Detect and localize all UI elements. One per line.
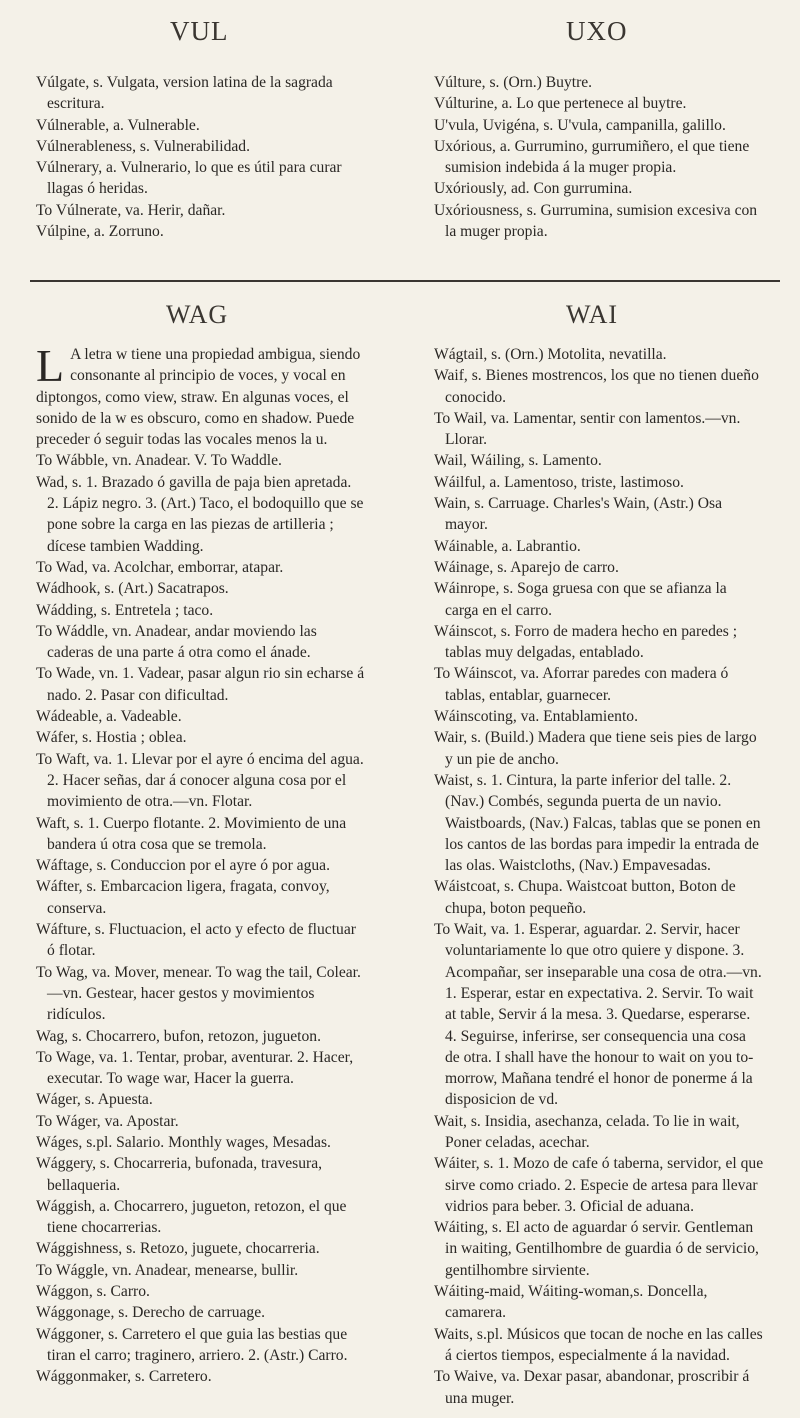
running-head-right: UXO — [566, 16, 628, 46]
entry-headword: Wáistcoat, — [434, 878, 501, 896]
dictionary-entry — [36, 221, 366, 242]
entry-definition: s. Vulnerabilidad. — [136, 137, 251, 155]
entry-definition: s. Doncella, camarera. — [445, 1283, 708, 1322]
dictionary-entry — [434, 557, 764, 578]
entry-definition: s. Soga gruesa con que se afianza la carga en el carro. — [445, 580, 727, 619]
entry-definition: s. 1. Cuerpo flotante. 2. Movimiento de una bandera ú otra cosa que se tremola. — [47, 814, 347, 853]
entry-definition: s. Lamento. — [524, 452, 602, 470]
entry-definition: ad. Con gurrumina. — [507, 180, 633, 198]
dictionary-entry — [36, 962, 366, 1026]
entry-definition: a. Vadeable. — [102, 708, 182, 726]
entry-headword: Uxóriousness, — [434, 201, 523, 219]
entry-headword: Wail, Wáiling, — [434, 452, 525, 470]
dictionary-entry — [36, 706, 366, 727]
entry-headword: Uxóriously, — [434, 180, 508, 198]
entry-headword: Wággoner, — [36, 1325, 105, 1343]
dictionary-entry — [36, 472, 366, 557]
entry-headword: Wággonage, — [36, 1304, 115, 1322]
dictionary-entry — [36, 876, 366, 919]
entry-definition: a. Zorruno. — [90, 223, 164, 241]
dictionary-entry — [36, 1089, 366, 1110]
entry-headword: Wáinable, — [434, 537, 498, 555]
entry-definition: s. Retozo, juguete, chocarreria. — [122, 1240, 320, 1258]
dictionary-entry — [434, 1366, 764, 1409]
entry-definition: vn. Anadear, andar moviendo las caderas de una parte á otra como el ánade. — [47, 622, 317, 662]
entry-definition: s. Chocarreria, bufonada, travesura, bellaqueria. — [47, 1155, 323, 1194]
dictionary-entry — [434, 200, 764, 243]
entry-headword: U'vula, Uvigéna, — [434, 116, 540, 134]
entry-headword: To Wággle, — [36, 1261, 109, 1279]
entry-definition: s. 1. Brazado ó gavilla de paja bien apretada. 2. Lápiz negro. 3. (Art.) Taco, el bodoquillo que se pone sobre la carga en las piezas de artilleria ; dícese tambien Wadding. — [47, 473, 364, 555]
entry-definition: s. 1. Mozo de cafe ó taberna, servidor, el que sirve como criado. 2. Especie de artesa para llevar vidrios para beber. 3. Oficial de aduana. — [445, 1155, 764, 1215]
dictionary-entry — [36, 1132, 366, 1153]
entry-headword: To Waft, — [36, 750, 90, 768]
entry-headword: To Vúlnerate, — [36, 201, 122, 219]
entry-definition: va. Herir, dañar. — [121, 201, 226, 219]
entry-headword: Wáiting-maid, Wáiting-woman, — [434, 1283, 634, 1301]
dictionary-entry — [434, 1324, 764, 1367]
dictionary-entry — [36, 450, 366, 471]
entry-headword: Wáger, — [36, 1091, 81, 1109]
entry-definition: s. U'vula, campanilla, galillo. — [539, 116, 726, 134]
dictionary-entry — [36, 157, 366, 200]
section-divider — [30, 280, 780, 282]
dictionary-entry — [36, 1366, 366, 1387]
entry-definition: a. Labrantio. — [497, 537, 581, 555]
entry-definition: s.pl. Salario. Monthly wages, Mesadas. — [82, 1133, 331, 1151]
entry-headword: To Wait, — [434, 921, 487, 939]
entry-headword: Wain, — [434, 495, 471, 513]
entry-definition: va. Apostar. — [100, 1112, 179, 1130]
entry-definition: s. Entretela ; taco. — [97, 601, 214, 619]
entry-headword: Wáfter, — [36, 878, 83, 896]
entry-definition: s. Embarcacion ligera, fragata, convoy, conserva. — [47, 878, 330, 917]
entry-headword: To Wad, — [36, 558, 88, 576]
entry-definition: s. Hostia ; oblea. — [78, 729, 187, 747]
entry-definition: s. (Orn.) Buytre. — [485, 74, 593, 91]
entry-definition: va. Dexar pasar, abandonar, proscribir á una muger. — [445, 1368, 750, 1407]
entry-headword: Vúlture, — [434, 74, 486, 91]
entry-headword: Vúlgate, — [36, 74, 90, 91]
dictionary-entry — [434, 472, 764, 493]
dictionary-entry — [36, 1111, 366, 1132]
entry-headword: Wággon, — [36, 1283, 93, 1301]
entry-headword: Wáinrope, — [434, 580, 500, 598]
dictionary-entry — [434, 493, 764, 536]
entry-definition: s. Carruage. Charles's Wain, (Astr.) Osa mayor. — [445, 495, 722, 534]
dictionary-entry — [36, 663, 366, 706]
entry-definition: s. Gurrumina, sumision excesiva con la muger propia. — [445, 201, 758, 241]
entry-headword: Wádhook, — [36, 580, 101, 598]
entry-headword: Wait, — [434, 1112, 467, 1130]
entry-definition: a. Chocarrero, jugueton, retozon, el que tiene chocarrerias. — [47, 1197, 347, 1237]
entry-headword: Wádding, — [36, 601, 98, 619]
entry-headword: To Wáger, — [36, 1112, 101, 1130]
entry-definition: s. Vulgata, version latina de la sagrada escritura. — [47, 74, 333, 113]
entry-definition: va. Entablamiento. — [516, 708, 638, 726]
entry-definition: s. Bienes mostrencos, los que no tienen dueño conocido. — [445, 367, 759, 406]
entry-definition: va. Acolchar, emborrar, atapar. — [87, 558, 284, 576]
dictionary-entry — [36, 557, 366, 578]
entry-definition: va. 1. Llevar por el ayre ó encima del agua. 2. Hacer señas, dar á conocer alguna cosa por el movimiento de otra.—vn. Flotar. — [47, 750, 364, 811]
entry-definition: s. Fluctuacion, el acto y efecto de fluctuar ó flotar. — [47, 921, 356, 960]
entry-definition: s. (Art.) Sacatrapos. — [100, 580, 229, 598]
dictionary-entry — [36, 855, 366, 876]
entry-definition: s. El acto de aguardar ó servir. Gentleman in waiting, Gentilhombre de guardia ó de servicio, gentilhombre sirviente. — [445, 1219, 759, 1279]
entry-headword: Wággery, — [36, 1155, 97, 1173]
dictionary-entry — [434, 706, 764, 727]
entry-definition: vn. Anadear. V. To Waddle. — [108, 452, 282, 470]
entry-headword: Uxórious, — [434, 137, 496, 155]
dictionary-entry — [434, 876, 764, 919]
dictionary-entry — [36, 115, 366, 136]
entry-definition: s. Aparejo de carro. — [493, 558, 619, 576]
entry-headword: Wáilful, — [434, 473, 486, 491]
entry-definition: va. Lamentar, sentir con lamentos.—vn. Llorar. — [445, 409, 741, 449]
entry-headword: Wággishness, — [36, 1240, 123, 1258]
intro-paragraph — [36, 340, 366, 450]
entry-definition: va. 1. Esperar, aguardar. 2. Servir, hacer voluntariamente lo que otro quiere y dispone. 3. Acompañar, ser inseparable una cosa de otra.—vn. 1. Esperar, estar en expectativa. 2. Servir. To wait at table, Servir á la mesa. 3. Quedarse, esperarse. 4. Seguirse, inferirse, ser consequencia una cosa de otra. I shall have the honour to wait on you to-morrow, Mañana tendré el honor de ponerme á la disposicion de vd. — [445, 921, 762, 1109]
dictionary-entry — [434, 408, 764, 451]
dictionary-entry — [36, 1238, 366, 1259]
dictionary-entry — [434, 1281, 764, 1324]
entry-definition: s. Apuesta. — [80, 1091, 153, 1109]
dictionary-entry — [36, 621, 366, 664]
dictionary-entry — [36, 1196, 366, 1239]
entry-headword: Wáinscot, — [434, 622, 497, 640]
dictionary-entry — [36, 727, 366, 748]
drop-cap: L — [36, 340, 65, 391]
top-right-column — [434, 72, 764, 242]
dictionary-entry — [36, 1260, 366, 1281]
entry-headword: To Wage, — [36, 1048, 95, 1066]
entry-headword: Wag, — [36, 1027, 69, 1045]
dictionary-entry — [434, 365, 764, 408]
dictionary-entry — [434, 578, 764, 621]
entry-headword: Wággish, — [36, 1197, 96, 1215]
running-head — [0, 16, 800, 56]
entry-headword: Vúlturine, — [434, 95, 498, 113]
entry-headword: Wádeable, — [36, 708, 103, 726]
dictionary-entry — [434, 663, 764, 706]
entry-definition: va. 1. Tentar, probar, aventurar. 2. Hacer, executar. To wage war, Hacer la guerra. — [47, 1048, 354, 1088]
entry-headword: Wáinage, — [434, 558, 494, 576]
entry-headword: To Wag, — [36, 963, 88, 981]
dictionary-entry — [36, 578, 366, 599]
wai-column — [434, 344, 764, 1409]
entry-definition: s. Derecho de carruage. — [114, 1304, 266, 1322]
dictionary-entry — [434, 919, 764, 1111]
entry-definition: a. Vulnerable. — [109, 116, 200, 134]
section-heading-wai: WAI — [566, 300, 619, 329]
intro-text: A letra w tiene una propiedad ambigua, siendo consonante al principio de voces, y vocal en diptongos, como view, straw. En algunas voces, el sonido de la w es obscuro, como en shadow. Puede preceder ó seguir todas las vocales menos la u. — [36, 346, 361, 449]
section-heading-wag: WAG — [166, 300, 229, 329]
dictionary-entry — [434, 621, 764, 664]
dictionary-entry — [434, 450, 764, 471]
dictionary-entry — [434, 93, 764, 114]
dictionary-entry — [36, 1153, 366, 1196]
dictionary-entry — [36, 749, 366, 813]
entry-headword: Waist, — [434, 771, 474, 789]
entry-headword: Wággonmaker, — [36, 1368, 132, 1386]
entry-definition: va. Mover, menear. To wag the tail, Colear.—vn. Gestear, hacer gestos y movimientos ridículos. — [47, 963, 361, 1024]
entry-headword: Vúlnerable, — [36, 116, 110, 134]
entry-headword: Wáfture, — [36, 921, 91, 939]
dictionary-entry — [36, 1281, 366, 1302]
entry-headword: Wair, — [434, 729, 468, 747]
entry-definition: s.pl. Músicos que tocan de noche en las calles á ciertos tiempos, especialmente á la navidad. — [445, 1325, 763, 1364]
entry-headword: Wáiting, — [434, 1219, 489, 1237]
entry-headword: Wáiter, — [434, 1155, 480, 1173]
dictionary-entry — [434, 136, 764, 179]
entry-definition: s. (Build.) Madera que tiene seis pies de largo y un pie de ancho. — [445, 729, 757, 768]
dictionary-entry — [36, 919, 366, 962]
entry-definition: a. Vulnerario, lo que es útil para curar llagas ó heridas. — [47, 159, 342, 198]
entry-definition: a. Lamentoso, triste, lastimoso. — [485, 473, 684, 491]
entry-headword: To Wábble, — [36, 452, 109, 470]
entry-definition: s. Chocarrero, bufon, retozon, jugueton. — [68, 1027, 321, 1045]
entry-headword: Waft, — [36, 814, 70, 832]
entry-headword: To Wáinscot, — [434, 665, 517, 683]
entry-headword: Wáfer, — [36, 729, 79, 747]
entry-definition: s. Forro de madera hecho en paredes ; tablas muy delgadas, entablado. — [445, 622, 738, 662]
entry-headword: Wáges, — [36, 1133, 83, 1151]
entry-headword: Vúlnerableness, — [36, 137, 137, 155]
dictionary-entry — [434, 115, 764, 136]
dictionary-entry — [434, 178, 764, 199]
entry-definition: vn. 1. Vadear, pasar algun rio sin echarse á nado. 2. Pasar con dificultad. — [47, 665, 365, 704]
dictionary-entry — [36, 600, 366, 621]
entry-definition: vn. Anadear, menearse, bullir. — [108, 1261, 299, 1279]
entry-headword: Waif, — [434, 367, 468, 385]
dictionary-entry — [434, 1111, 764, 1154]
entry-definition: s. (Orn.) Motolita, nevatilla. — [487, 346, 667, 363]
entry-definition: s. Insidia, asechanza, celada. To lie in wait, Poner celadas, acechar. — [445, 1112, 740, 1151]
dictionary-entry — [434, 727, 764, 770]
top-left-column — [36, 72, 366, 242]
entry-definition: a. Gurrumino, gurrumiñero, el que tiene sumision indebida á la muger propia. — [445, 137, 750, 177]
entry-headword: Wad, — [36, 473, 69, 491]
entry-definition: va. Aforrar paredes con madera ó tablas, entablar, guarnecer. — [445, 665, 729, 704]
entry-headword: To Waive, — [434, 1368, 498, 1386]
entry-headword: To Wáddle, — [36, 622, 109, 640]
entry-definition: s. Carretero. — [131, 1368, 212, 1386]
dictionary-entry — [434, 536, 764, 557]
entry-definition: a. Lo que pertenece al buytre. — [497, 95, 687, 113]
entry-headword: Wágtail, — [434, 346, 488, 363]
dictionary-entry — [36, 1324, 366, 1367]
entry-definition: s. 1. Cintura, la parte inferior del talle. 2. (Nav.) Combés, segunda puerta de un navio. Waistboards, (Nav.) Falcas, tablas que se ponen en los cantos de las bordas para impedir la entrada de las olas. Waistcloths, (Nav.) Empavesadas. — [445, 771, 761, 875]
dictionary-entry — [434, 1153, 764, 1217]
entry-headword: Waits, — [434, 1325, 474, 1343]
entry-headword: Vúlnerary, — [36, 159, 103, 177]
entry-headword: Wáinscoting, — [434, 708, 517, 726]
running-head-left: VUL — [170, 16, 229, 46]
entry-headword: Wáftage, — [36, 857, 93, 875]
entry-headword: To Wade, — [36, 665, 95, 683]
entry-definition: s. Carretero el que guia las bestias que tiran el carro; traginero, arriero. 2. (Astr.) Carro. — [47, 1325, 348, 1364]
dictionary-entry — [434, 770, 764, 876]
dictionary-entry — [36, 72, 366, 115]
dictionary-entry — [434, 344, 764, 365]
dictionary-entry — [36, 1026, 366, 1047]
wag-column — [36, 340, 366, 1388]
dictionary-entry — [434, 1217, 764, 1281]
dictionary-entry — [36, 1047, 366, 1090]
entry-definition: s. Chupa. Waistcoat button, Boton de chupa, boton pequeño. — [445, 878, 736, 917]
dictionary-entry — [36, 200, 366, 221]
dictionary-entry — [36, 1302, 366, 1323]
entry-headword: Vúlpine, — [36, 223, 91, 241]
entry-definition: s. Conduccion por el ayre ó por agua. — [92, 857, 331, 875]
dictionary-entry — [434, 72, 764, 93]
dictionary-entry — [36, 136, 366, 157]
dictionary-entry — [36, 813, 366, 856]
entry-headword: To Wail, — [434, 409, 487, 427]
entry-definition: s. Carro. — [92, 1283, 150, 1301]
